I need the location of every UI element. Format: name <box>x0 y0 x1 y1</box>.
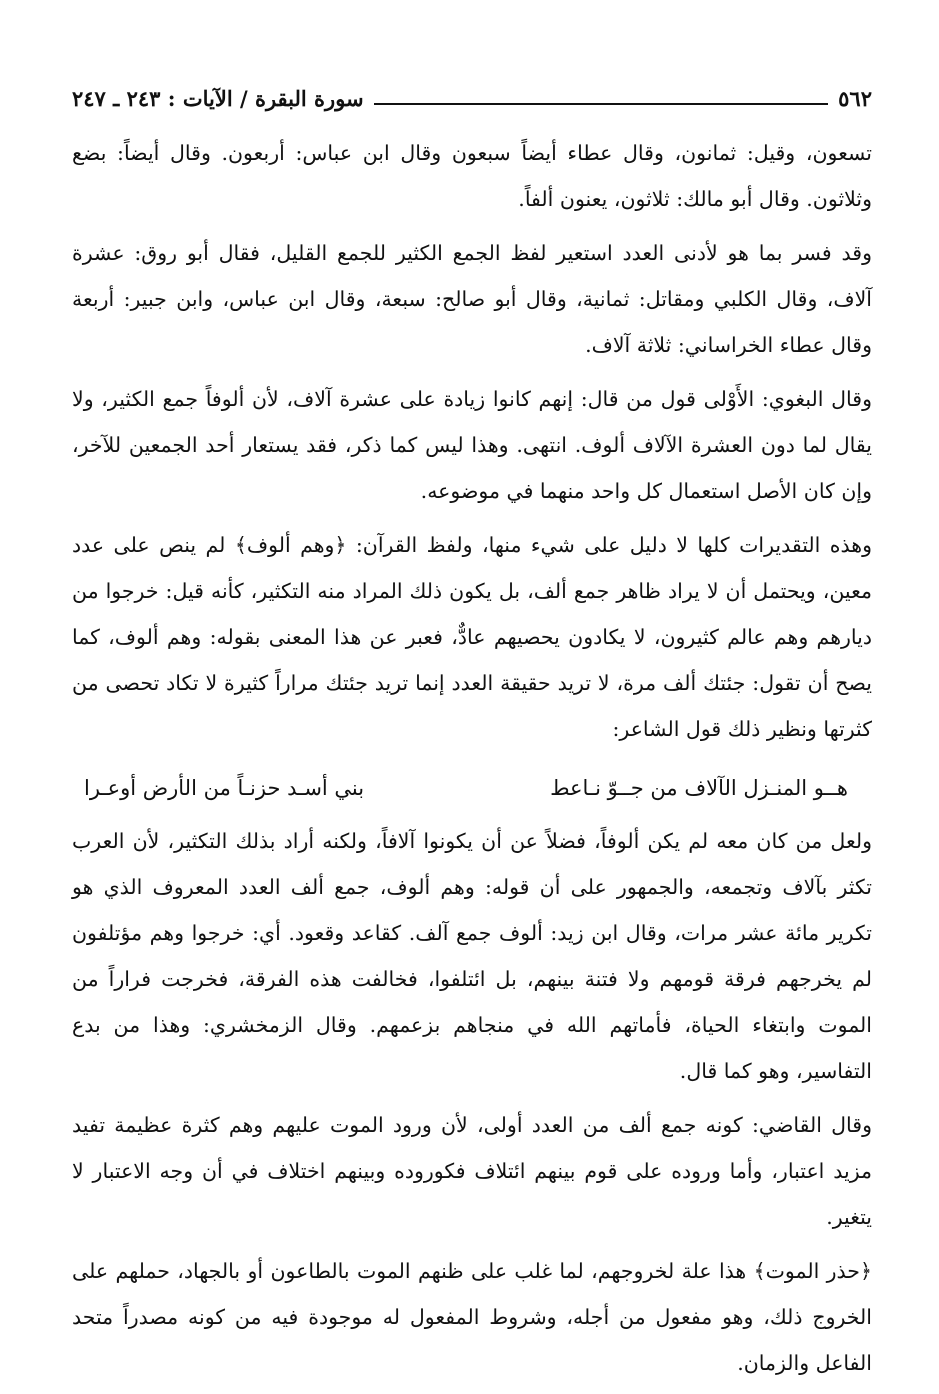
poem-second-hemistich: هــو المنـزل الآلاف من جــوّ نـاعط <box>550 776 848 800</box>
paragraph-5: ولعل من كان معه لم يكن ألوفاً، فضلاً عن أن يكونوا آلافاً، ولكنه أراد بذلك التكثير، لأن العرب تكثر بآلاف وتجمعه، والجمهور على أن قوله: وهم ألوف، جمع ألف العدد المعروف الذي هو تكرير مائة عشر مرات، وقال ابن زيد: ألوف جمع آلف. كقاعد وقعود. أي: خرجوا وهم مؤتلفون لم يخرجهم فرقة قومهم ولا فتنة بينهم، بل ائتلفوا، فخالفت هذه الفرقة، فخرجت فراراً من الموت وابتغاء الحياة، فأماتهم الله في منجاهم بزعمهم. وقال الزمخشري: وهذا من بدع التفاسير، وهو كما قال. <box>72 829 872 1083</box>
header-rule <box>374 103 829 105</box>
paragraph-4: وهذه التقديرات كلها لا دليل على شيء منها، ولفظ القرآن: ﴿وهم ألوف﴾ لم ينص على عدد معين، ويحتمل أن لا يراد ظاهر جمع ألف، بل يكون ذلك المراد منه التكثير، كأنه قيل: خرجوا من ديارهم وهم عالم كثيرون، لا يكادون يحصيهم عادٌّ، فعبر عن هذا المعنى بقوله: وهم ألوف، كما يصح أن تقول: جئتك ألف مرة، لا تريد حقيقة العدد إنما تريد جئتك مراراً كثيرة لا تكاد تحصى من كثرتها ونظير ذلك قول الشاعر: <box>72 533 872 741</box>
running-title: سورة البقرة / الآيات : ٢٤٣ ـ ٢٤٧ <box>72 85 364 111</box>
page-body <box>72 130 872 1386</box>
paragraph-1: تسعون، وقيل: ثمانون، وقال عطاء أيضاً سبعون وقال ابن عباس: أربعون. وقال أيضاً: بضع وثلاثون. وقال أبو مالك: ثلاثون، يعنون ألفاً. <box>72 141 872 211</box>
page-header <box>72 80 872 116</box>
poem-verse <box>72 760 872 818</box>
poem-first-hemistich: بني أسـد حزنـاً من الأرض أوعـرا <box>84 776 365 800</box>
paragraph-7: ﴿حذر الموت﴾ هذا علة لخروجهم، لما غلب على ظنهم الموت بالطاعون أو بالجهاد، حملهم على الخروج ذلك، وهو مفعول من أجله، وشروط المفعول له موجودة فيه من كونه مصدراً متحد الفاعل والزمان. <box>72 1259 872 1375</box>
book-page <box>72 80 872 1394</box>
paragraph-2: وقد فسر بما هو لأدنى العدد استعير لفظ الجمع الكثير للجمع القليل، فقال أبو روق: عشرة آلاف، وقال الكلبي ومقاتل: ثمانية، وقال أبو صالح: سبعة، وقال ابن عباس، وابن جبير: أربعة وقال عطاء الخراساني: ثلاثة آلاف. <box>72 241 872 357</box>
page-number: ٥٦٢ <box>838 85 872 111</box>
paragraph-3: وقال البغوي: الأَوْلى قول من قال: إنهم كانوا زيادة على عشرة آلاف، لأن ألوفاً جمع الكثير، ولا يقال لما دون العشرة الآلاف ألوف. انتهى. وهذا ليس كما ذكر، فقد يستعار أحد الجمعين للآخر، وإن كان الأصل استعمال كل واحد منهما في موضوعه. <box>72 387 872 503</box>
paragraph-6: وقال القاضي: كونه جمع ألف من العدد أولى، لأن ورود الموت عليهم وهم كثرة عظيمة تفيد مزيد اعتبار، وأما وروده على قوم بينهم ائتلاف فكوروده وبينهم اختلاف في أن وجه الاعتبار لا يتغير. <box>72 1113 872 1229</box>
